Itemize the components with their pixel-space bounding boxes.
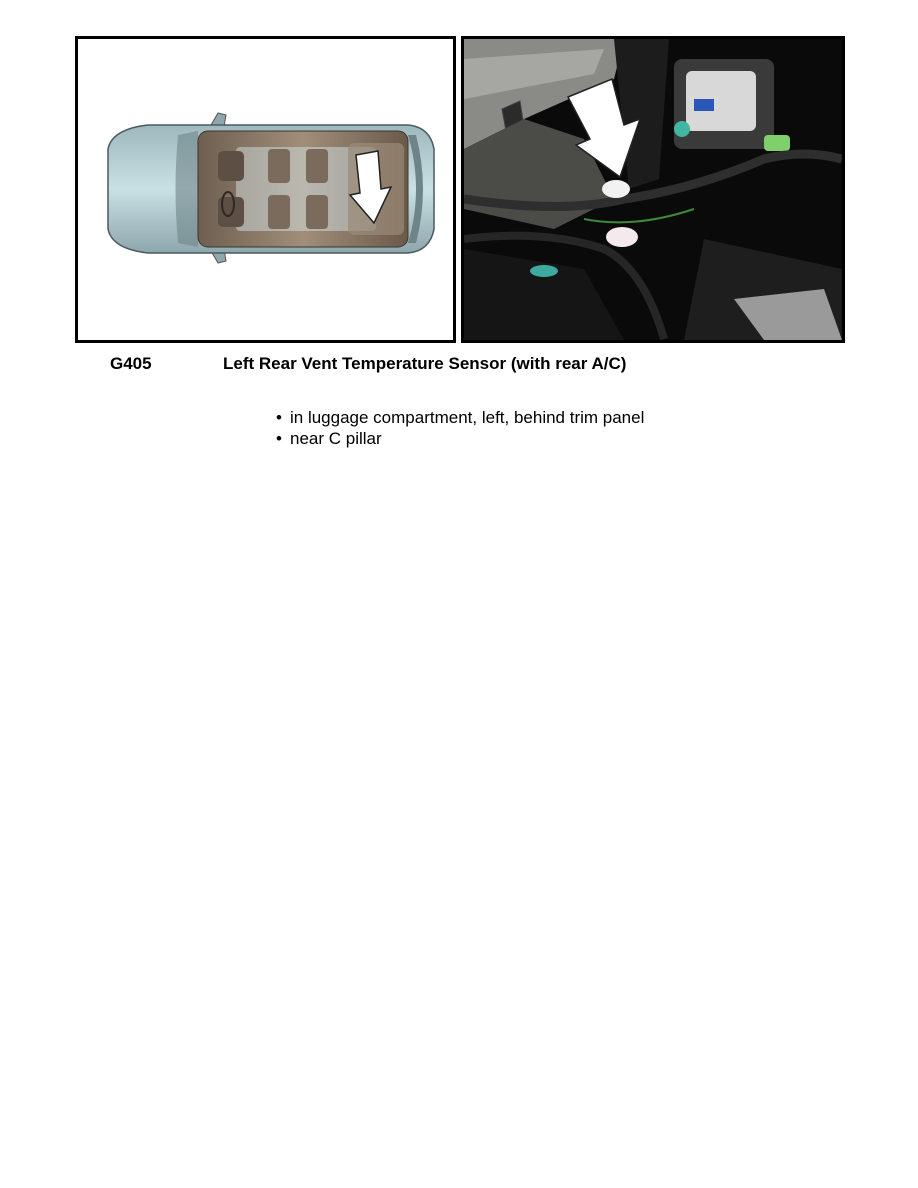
component-code: G405: [110, 354, 152, 373]
component-title: Left Rear Vent Temperature Sensor (with rear A/C): [223, 354, 627, 373]
location-item-text: near C pillar: [290, 429, 382, 448]
component-location-photo: [461, 36, 845, 343]
bullet-icon: •: [276, 429, 282, 448]
list-item: [276, 428, 644, 449]
location-item-text: in luggage compartment, left, behind trim panel: [290, 408, 645, 427]
vehicle-overview-illustration: [75, 36, 456, 343]
bullet-icon: •: [276, 408, 282, 427]
list-item: [276, 407, 644, 428]
location-list: [276, 407, 644, 449]
